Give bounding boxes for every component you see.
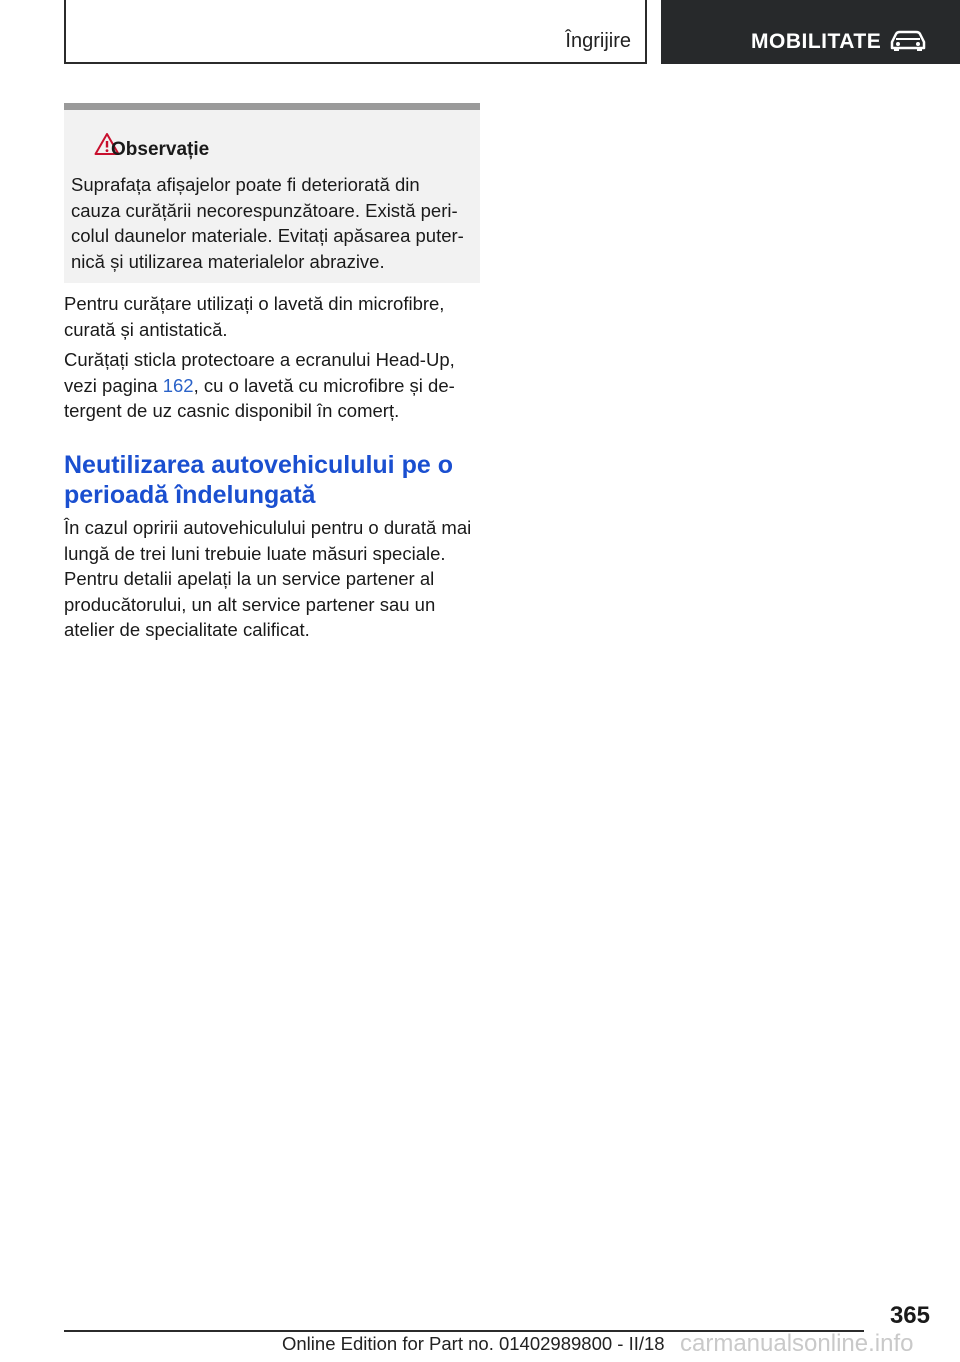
heading-line: perioadă îndelungată [64,481,316,509]
warning-line: colul daunelor materiale. Evitați apăsarea puter- [71,225,464,246]
paragraph-line: atelier de specialitate calificat. [64,619,310,640]
warning-box [64,103,480,283]
section-heading [64,450,484,510]
paragraph-line: În cazul opririi autovehiculului pentru o durată mai [64,517,472,538]
warning-text [71,172,476,274]
paragraph-line: tergent de uz casnic disponibil în comerț. [64,400,400,421]
header-section-title: Îngrijire [565,30,631,52]
paragraph-cleaning [64,291,484,342]
paragraph-storage [64,515,484,643]
page-number: 365 [889,1302,930,1329]
paragraph-line: lungă de trei luni trebuie luate măsuri speciale. [64,542,446,564]
header-chapter-box [661,0,960,64]
paragraph-line: producătorului, un alt service partener sau un [64,593,436,615]
footer-edition: Online Edition for Part no. 01402989800 - II/18 [282,1333,665,1354]
paragraph-line [64,373,484,399]
paragraph-line: Pentru detalii apelați la un service partener al [64,568,435,589]
header-section-box [64,0,647,64]
heading-line: Neutilizarea autovehiculului pe o [64,451,453,479]
warning-title: Observație [111,139,210,160]
warning-line: Suprafața afișajelor poate fi deteriorată din [71,174,420,195]
car-icon [889,28,927,52]
warning-line: nică și utilizarea materialelor abrazive. [71,250,385,272]
footer-watermark: carmanualsonline.info [680,1330,914,1357]
paragraph-line: Curățați sticla protectoare a ecranului Head-Up, [64,349,455,370]
paragraph-line: Pentru curățare utilizați o lavetă din microfibre, [64,293,445,314]
paragraph-text: vezi pagina [64,374,163,396]
header-chapter-title: MOBILITATE [751,30,882,53]
paragraph-line: curată și antistatică. [64,318,228,340]
paragraph-text: , cu o lavetă cu microfibre și de- [193,374,455,396]
warning-line: cauza curățării necorespunzătoare. Există peri- [71,199,458,221]
page-link-162[interactable]: 162 [162,374,194,396]
paragraph-head-up [64,347,484,424]
